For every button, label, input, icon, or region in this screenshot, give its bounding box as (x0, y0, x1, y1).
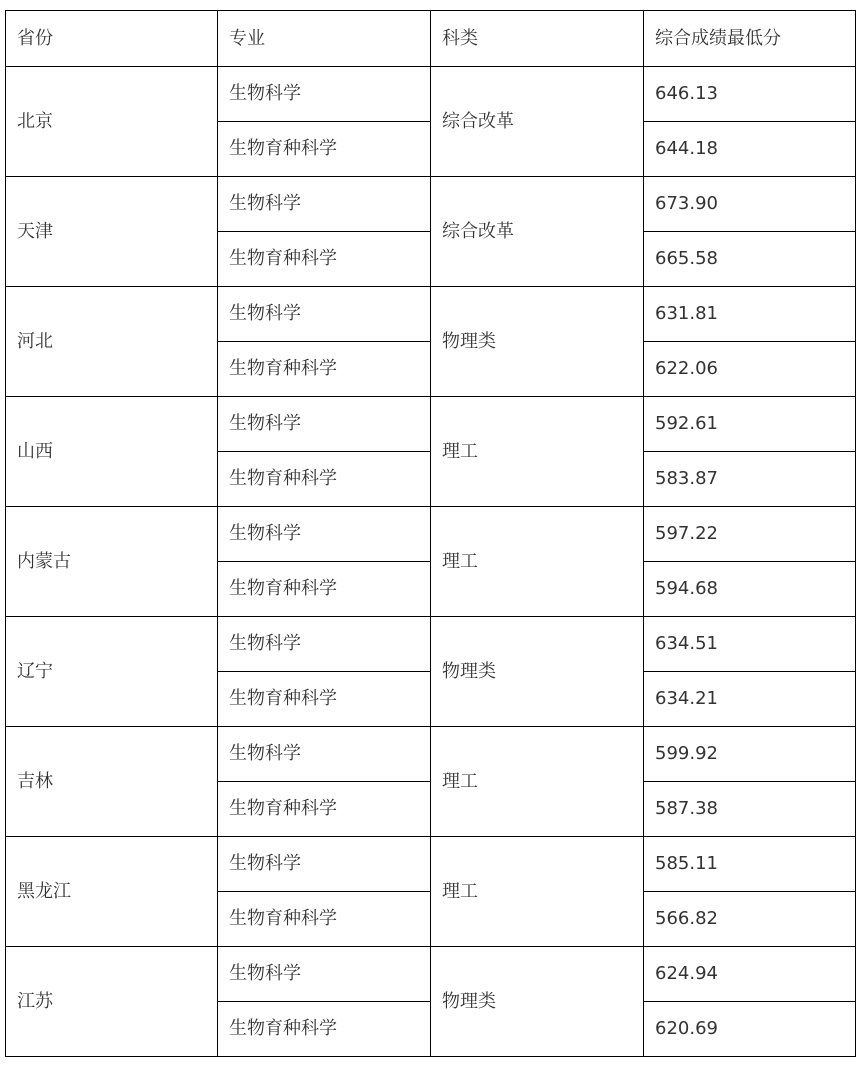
major-cell: 生物科学 (218, 67, 431, 122)
min-score-cell: 634.51 (644, 617, 856, 672)
min-score-cell: 597.22 (644, 507, 856, 562)
min-score-cell: 566.82 (644, 892, 856, 947)
major-cell: 生物科学 (218, 397, 431, 452)
admission-scores-table (5, 10, 856, 1057)
min-score-cell: 646.13 (644, 67, 856, 122)
major-cell: 生物科学 (218, 617, 431, 672)
category-cell: 物理类 (431, 617, 644, 727)
min-score-cell: 599.92 (644, 727, 856, 782)
header-province: 省份 (6, 11, 218, 67)
province-cell: 北京 (6, 67, 218, 177)
min-score-cell: 585.11 (644, 837, 856, 892)
province-cell: 河北 (6, 287, 218, 397)
min-score-cell: 624.94 (644, 947, 856, 1002)
table-row (6, 617, 856, 672)
major-cell: 生物育种科学 (218, 562, 431, 617)
table-row (6, 727, 856, 782)
min-score-cell: 673.90 (644, 177, 856, 232)
min-score-cell: 644.18 (644, 122, 856, 177)
category-cell: 物理类 (431, 947, 644, 1057)
major-cell: 生物育种科学 (218, 1002, 431, 1057)
major-cell: 生物科学 (218, 727, 431, 782)
table-header-row (6, 11, 856, 67)
table-row (6, 507, 856, 562)
min-score-cell: 665.58 (644, 232, 856, 287)
major-cell: 生物育种科学 (218, 892, 431, 947)
min-score-cell: 594.68 (644, 562, 856, 617)
table-row (6, 947, 856, 1002)
major-cell: 生物育种科学 (218, 342, 431, 397)
major-cell: 生物育种科学 (218, 672, 431, 727)
min-score-cell: 634.21 (644, 672, 856, 727)
province-cell: 江苏 (6, 947, 218, 1057)
min-score-cell: 631.81 (644, 287, 856, 342)
category-cell: 理工 (431, 837, 644, 947)
major-cell: 生物育种科学 (218, 452, 431, 507)
major-cell: 生物科学 (218, 837, 431, 892)
table-row (6, 397, 856, 452)
min-score-cell: 622.06 (644, 342, 856, 397)
major-cell: 生物育种科学 (218, 782, 431, 837)
table-row (6, 67, 856, 122)
category-cell: 理工 (431, 397, 644, 507)
category-cell: 综合改革 (431, 67, 644, 177)
min-score-cell: 592.61 (644, 397, 856, 452)
province-cell: 黑龙江 (6, 837, 218, 947)
table-row (6, 837, 856, 892)
category-cell: 理工 (431, 727, 644, 837)
major-cell: 生物育种科学 (218, 232, 431, 287)
province-cell: 吉林 (6, 727, 218, 837)
header-major: 专业 (218, 11, 431, 67)
table-row (6, 177, 856, 232)
min-score-cell: 587.38 (644, 782, 856, 837)
province-cell: 辽宁 (6, 617, 218, 727)
major-cell: 生物科学 (218, 177, 431, 232)
major-cell: 生物科学 (218, 947, 431, 1002)
header-category: 科类 (431, 11, 644, 67)
major-cell: 生物育种科学 (218, 122, 431, 177)
table-row (6, 287, 856, 342)
min-score-cell: 583.87 (644, 452, 856, 507)
category-cell: 理工 (431, 507, 644, 617)
province-cell: 内蒙古 (6, 507, 218, 617)
category-cell: 物理类 (431, 287, 644, 397)
province-cell: 天津 (6, 177, 218, 287)
category-cell: 综合改革 (431, 177, 644, 287)
min-score-cell: 620.69 (644, 1002, 856, 1057)
header-min-score: 综合成绩最低分 (644, 11, 856, 67)
major-cell: 生物科学 (218, 507, 431, 562)
major-cell: 生物科学 (218, 287, 431, 342)
province-cell: 山西 (6, 397, 218, 507)
